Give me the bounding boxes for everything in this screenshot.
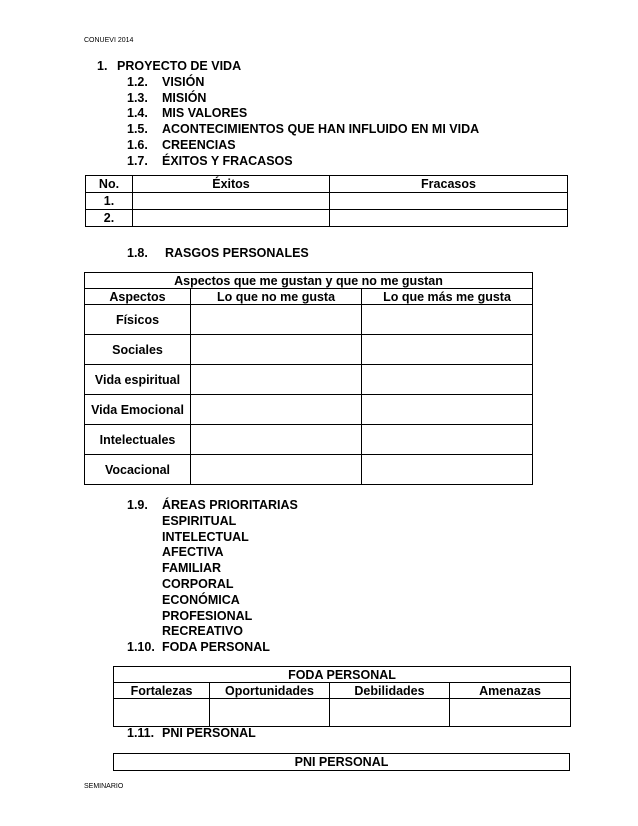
rasgos-cell: [191, 425, 362, 455]
rasgos-aspect-label: Físicos: [85, 305, 191, 335]
rasgos-header-mas-gusta: Lo que más me gusta: [362, 289, 533, 305]
foda-cell: [450, 699, 571, 727]
foda-cell: [114, 699, 210, 727]
rasgos-cell: [191, 305, 362, 335]
rasgos-cell: [362, 365, 533, 395]
table-row: [114, 699, 571, 727]
foda-cell: [330, 699, 450, 727]
table-row: [85, 395, 533, 425]
foda-header-amenazas: Amenazas: [450, 683, 571, 699]
outline-main-number: 1.: [97, 59, 108, 73]
pni-table-title: PNI PERSONAL: [114, 754, 570, 771]
pni-title: PNI PERSONAL: [162, 726, 256, 740]
rasgos-aspect-label: Vida Emocional: [85, 395, 191, 425]
fracasos-cell: [330, 210, 568, 227]
rasgos-cell: [362, 425, 533, 455]
foda-number: 1.10.: [127, 640, 155, 655]
outline-item-number: 1.7.: [127, 153, 148, 168]
area-item: ECONÓMICA: [162, 592, 240, 607]
outline-item-text: ÉXITOS Y FRACASOS: [162, 153, 293, 168]
outline-main-title: PROYECTO DE VIDA: [117, 59, 242, 73]
area-item: AFECTIVA: [162, 545, 224, 560]
fracasos-cell: [330, 193, 568, 210]
exitos-header-exitos: Éxitos: [133, 176, 330, 193]
rasgos-header-aspectos: Aspectos: [85, 289, 191, 305]
rasgos-cell: [191, 365, 362, 395]
pni-number: 1.11.: [127, 726, 155, 740]
table-row: [85, 305, 533, 335]
rasgos-aspect-label: Vocacional: [85, 455, 191, 485]
areas-title: ÁREAS PRIORITARIAS: [162, 498, 298, 512]
rasgos-cell: [362, 395, 533, 425]
area-item: ESPIRITUAL: [162, 513, 237, 528]
rasgos-cell: [362, 335, 533, 365]
rasgos-aspect-label: Sociales: [85, 335, 191, 365]
rasgos-table: [84, 272, 533, 485]
rasgos-aspect-label: Intelectuales: [85, 425, 191, 455]
rasgos-cell: [362, 455, 533, 485]
outline-item-number: 1.4.: [127, 106, 148, 121]
rasgos-cell: [362, 305, 533, 335]
foda-header-fortalezas: Fortalezas: [114, 683, 210, 699]
table-row: [86, 193, 568, 210]
rasgos-table-title: Aspectos que me gustan y que no me gustan: [85, 273, 533, 289]
exitos-cell: [133, 210, 330, 227]
rasgos-header-no-gusta: Lo que no me gusta: [191, 289, 362, 305]
rasgos-number: 1.8.: [127, 246, 148, 260]
table-row: [85, 425, 533, 455]
foda-title: FODA PERSONAL: [162, 640, 270, 655]
rasgos-title: RASGOS PERSONALES: [165, 246, 309, 260]
table-row: [86, 210, 568, 227]
outline-item-text: VISIÓN: [162, 74, 205, 89]
area-item: RECREATIVO: [162, 624, 244, 639]
outline-item-text: MISIÓN: [162, 90, 207, 105]
foda-header-oportunidades: Oportunidades: [210, 683, 330, 699]
page-footer: SEMINARIO: [84, 783, 124, 790]
exitos-cell: [133, 193, 330, 210]
rasgos-cell: [191, 335, 362, 365]
exitos-header-fracasos: Fracasos: [330, 176, 568, 193]
rasgos-cell: [191, 395, 362, 425]
exitos-header-no: No.: [86, 176, 133, 193]
page-header: CONUEVI 2014: [84, 37, 134, 44]
area-item: FAMILIAR: [162, 561, 222, 576]
foda-table: [113, 666, 571, 727]
rasgos-aspect-label: Vida espiritual: [85, 365, 191, 395]
table-row: [85, 335, 533, 365]
outline-item-number: 1.6.: [127, 137, 148, 152]
area-item: PROFESIONAL: [162, 608, 253, 623]
foda-table-title: FODA PERSONAL: [114, 667, 571, 683]
areas-number: 1.9.: [127, 498, 148, 512]
exitos-fracasos-table: [85, 175, 568, 227]
exitos-row-number: 2.: [86, 210, 133, 227]
area-item: CORPORAL: [162, 576, 234, 591]
outline-item-text: ACONTECIMIENTOS QUE HAN INFLUIDO EN MI VIDA: [162, 122, 480, 137]
table-row: [85, 365, 533, 395]
foda-header-debilidades: Debilidades: [330, 683, 450, 699]
exitos-row-number: 1.: [86, 193, 133, 210]
pni-table: [113, 753, 570, 771]
outline-item-number: 1.3.: [127, 90, 148, 105]
outline-item-text: MIS VALORES: [162, 106, 248, 121]
foda-cell: [210, 699, 330, 727]
rasgos-cell: [191, 455, 362, 485]
table-row: [85, 455, 533, 485]
area-item: INTELECTUAL: [162, 529, 249, 544]
outline-item-number: 1.5.: [127, 122, 148, 137]
outline-item-number: 1.2.: [127, 74, 148, 89]
outline-item-text: CREENCIAS: [162, 137, 236, 152]
